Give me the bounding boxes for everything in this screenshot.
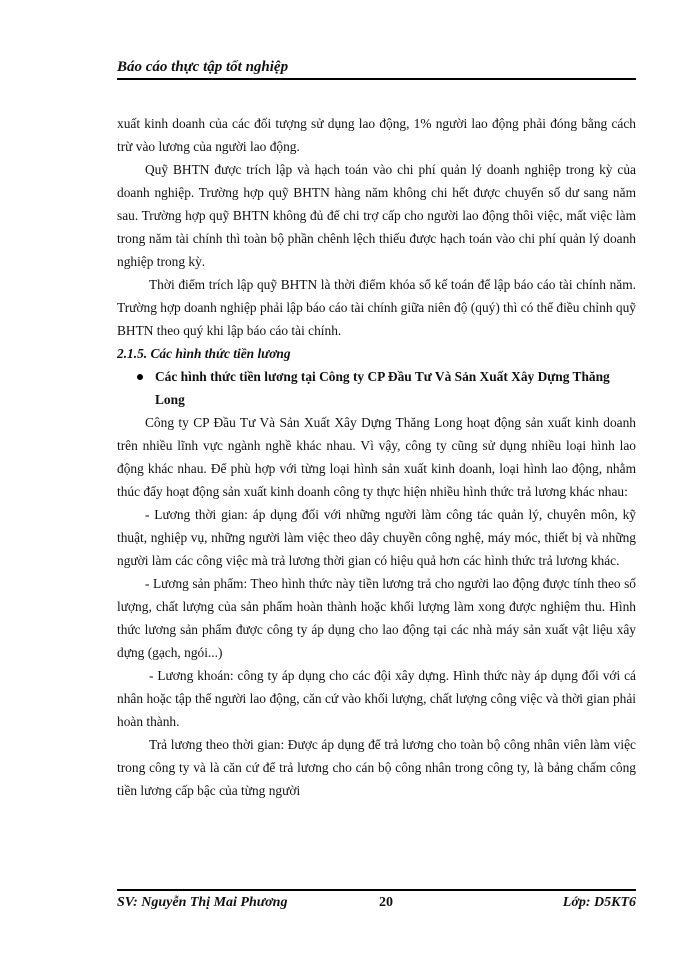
bullet-text: Các hình thức tiền lương tại Công ty CP Đầu Tư Và Sản Xuất Xây Dựng Thăng Long bbox=[155, 369, 610, 407]
footer-student: SV: Nguyễn Thị Mai Phương bbox=[117, 895, 288, 910]
header-rule bbox=[117, 78, 636, 80]
paragraph-1: xuất kinh doanh của các đối tượng sử dụng lao động, 1% người lao động phải đóng bằng cách trừ vào lương của người lao động. bbox=[117, 116, 636, 154]
document-body bbox=[117, 112, 636, 802]
footer-class: Lớp: D5KT6 bbox=[562, 895, 636, 910]
bullet-heading bbox=[117, 365, 636, 411]
section-heading: 2.1.5. Các hình thức tiền lương bbox=[117, 346, 291, 361]
paragraph-3: Thời điểm trích lập quỹ BHTN là thời điểm khóa sổ kế toán để lập báo cáo tài chính năm. Trường hợp doanh nghiệp phải lập báo cáo tài chính giữa niên độ (quý) thì có thể điều chỉnh quỹ BHTN theo quý khi lập báo cáo tài chính. bbox=[117, 277, 636, 338]
paragraph-product-wage: - Lương sản phẩm: Theo hình thức này tiền lương trả cho người lao động được tính theo số lượng, chất lượng của sản phẩm hoàn thành hoặc khối lượng làm xong được nghiệm thu. Hình thức lương sản phẩm được công ty áp dụng cho lao động tại các nhà máy sản xuất vật liệu xây dựng (gạch, ngói...) bbox=[117, 576, 636, 660]
footer-rule bbox=[117, 889, 636, 891]
header-title: Báo cáo thực tập tốt nghiệp bbox=[117, 59, 289, 75]
page-number: 20 bbox=[379, 895, 393, 910]
paragraph-2: Quỹ BHTN được trích lập và hạch toán vào chi phí quản lý doanh nghiệp trong kỳ của doanh nghiệp. Trường hợp quỹ BHTN hàng năm không chi hết được chuyển số dư sang năm sau. Trường hợp quỹ BHTN không đủ để chi trợ cấp cho người lao động thôi việc, mất việc làm trong năm tài chính thì toàn bộ phần chênh lệch thiếu được hạch toán vào chi phí quản lý doanh nghiệp trong kỳ. bbox=[117, 162, 636, 269]
bullet-icon bbox=[137, 374, 143, 380]
paragraph-4: Công ty CP Đầu Tư Và Sản Xuất Xây Dựng Thăng Long hoạt động sản xuất kinh doanh trên nhiều lĩnh vực ngành nghề khác nhau. Vì vậy, công ty cũng sử dụng nhiều loại hình lao động khác nhau. Để phù hợp với từng loại hình sản xuất kinh doanh, loại hình lao động, nhằm thúc đẩy hoạt động sản xuất kinh doanh công ty thực hiện nhiều hình thức trả lương khác nhau: bbox=[117, 415, 636, 499]
paragraph-contract-wage: - Lương khoán: công ty áp dụng cho các đội xây dựng. Hình thức này áp dụng đối với cá nhân hoặc tập thể người lao động, căn cứ vào khối lượng, chất lượng công việc và thời gian phải hoàn thành. bbox=[117, 668, 636, 729]
paragraph-time-wage: - Lương thời gian: áp dụng đối với những người làm công tác quản lý, chuyên môn, kỹ thuật, nghiệp vụ, những người làm việc theo dây chuyền công nghệ, máy móc, thiết bị và những người làm các công việc mà trả lương thời gian có hiệu quả hơn các hình thức trả lương khác. bbox=[117, 507, 636, 568]
paragraph-time-pay: Trả lương theo thời gian: Được áp dụng để trả lương cho toàn bộ công nhân viên làm việc trong công ty và là căn cứ để trả lương cho cán bộ công nhân trong công ty, là bảng chấm công tiền lương cấp bậc của từng người bbox=[117, 737, 636, 798]
